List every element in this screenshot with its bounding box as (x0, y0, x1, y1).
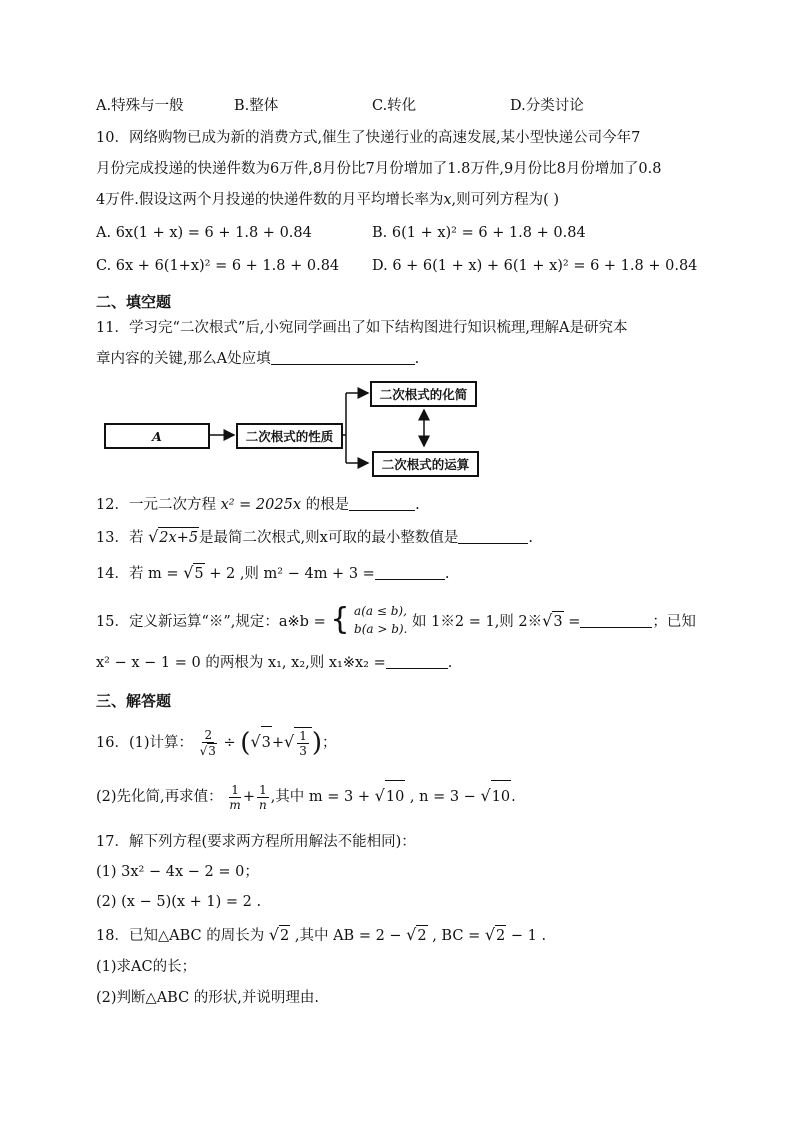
q18-part-1: (1)求AC的长； (96, 959, 197, 975)
answer-blank (386, 654, 448, 669)
q11-line-1: 11．学习完“二次根式”后,小宛同学画出了如下结构图进行知识梳理,理解A是研究本 (96, 320, 628, 336)
q12: 12．一元二次方程 x² = 2025x 的根是 . (96, 497, 420, 513)
box-a: A (104, 423, 210, 449)
q16-part-2: (2)先化简,再求值： $\frac{1}{m}$ + $\frac{1}{n}$ ,其中 m = 3 + √10 , n = 3 − √10. (96, 780, 516, 812)
answer-blank (349, 496, 415, 511)
q17-title: 17．解下列方程(要求两方程所用解法不能相同)： (96, 834, 416, 850)
structure-diagram (96, 376, 486, 478)
q10-option-b: B. 6(1 + x)² = 6 + 1.8 + 0.84 (372, 225, 586, 241)
box-operation: 二次根式的运算 (372, 451, 479, 477)
q9-option-d: D.分类讨论 (510, 98, 584, 114)
q15-case-1: a(a ≤ b), (354, 604, 407, 618)
q10-line-2: 月份完成投递的快递件数为6万件,8月份比7月份增加了1.8万件,9月份比8月份增加了0.8 (96, 161, 662, 177)
q14: 14．若 m = √5 + 2 ,则 m² − 4m + 3 = . (96, 563, 450, 582)
section-title-fill-in: 二、填空题 (96, 293, 172, 311)
q10-line-3: 4万件.假设这两个月投递的快递件数的月平均增长率为x,则可列方程为( ) (96, 192, 560, 208)
q10-option-c: C. 6x + 6(1+x)² = 6 + 1.8 + 0.84 (96, 258, 340, 274)
answer-blank (375, 565, 445, 580)
answer-blank (580, 613, 652, 628)
q17-part-1: (1) 3x² − 4x − 2 = 0； (96, 864, 259, 880)
q9-option-b: B.整体 (234, 98, 279, 114)
q10-option-d: D. 6 + 6(1 + x) + 6(1 + x)² = 6 + 1.8 + 0.84 (372, 258, 698, 274)
box-simplify: 二次根式的化简 (370, 381, 477, 407)
q9-option-c: C.转化 (372, 98, 417, 114)
answer-blank (458, 529, 528, 544)
q18-part-2: (2)判断△ABC 的形状,并说明理由. (96, 990, 320, 1006)
q17-part-2: (2) (x − 5)(x + 1) = 2 . (96, 894, 262, 910)
q15-line-1: 15．定义新运算“※”,规定：a※b = { a(a ≤ b), b(a > b). 如 1※2 = 1,则 2※√3 = ；已知 (96, 602, 696, 637)
q11-line-2: 章内容的关键,那么A处应填 . (96, 351, 420, 367)
q15-line-2: x² − x − 1 = 0 的两根为 x₁, x₂,则 x₁※x₂ = . (96, 655, 453, 671)
answer-blank (271, 350, 415, 365)
q18-line-1: 18．已知△ABC 的周长为 √2 ,其中 AB = 2 − √2 , BC = √2 − 1 . (96, 925, 547, 944)
box-property: 二次根式的性质 (236, 423, 343, 449)
q10-line-1: 10．网络购物已成为新的消费方式,催生了快递行业的高速发展,某小型快递公司今年7 (96, 130, 641, 146)
q10-option-a: A. 6x(1 + x) = 6 + 1.8 + 0.84 (96, 225, 312, 241)
q13: 13．若 √2x+5是最简二次根式,则x可取的最小整数值是 . (96, 527, 533, 546)
q9-option-a: A.特殊与一般 (96, 98, 184, 114)
q15-case-2: b(a > b). (354, 622, 408, 636)
section-title-answer: 三、解答题 (96, 692, 172, 710)
q16-part-1: 16．(1)计算： $\frac{2}{√3}$ ÷ (√3+√ $\frac{1}{3}$ )； (96, 728, 337, 758)
